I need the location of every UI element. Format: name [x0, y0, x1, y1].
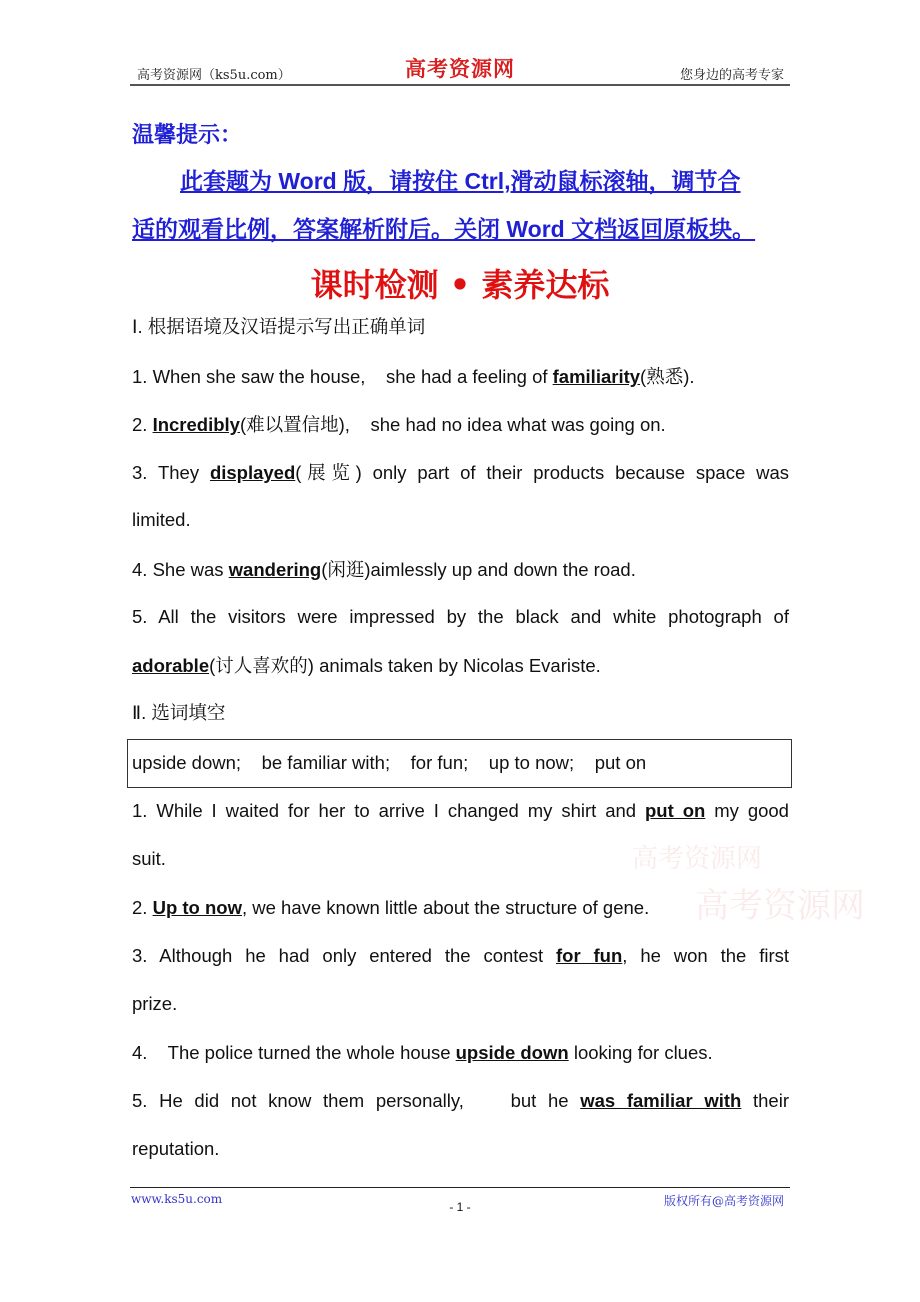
line-text: 1. While I waited for her to arrive I changed my shirt and	[132, 800, 645, 821]
text-line	[132, 799, 789, 823]
line-text: (讨人喜欢的) animals taken by Nicolas Evariste.	[209, 655, 601, 676]
line-text: 3. Although he had only entered the contest	[132, 945, 556, 966]
text-line	[132, 751, 789, 775]
text-line	[132, 315, 789, 339]
answer-word: Up to now	[152, 897, 242, 918]
text-line	[132, 992, 789, 1016]
line-text: Ⅰ. 根据语境及汉语提示写出正确单词	[132, 316, 426, 337]
answer-word: wandering	[228, 559, 322, 580]
line-text: Ⅱ. 选词填空	[132, 702, 226, 723]
text-line	[132, 1137, 789, 1161]
footer-divider	[130, 1187, 790, 1188]
text-line	[132, 1041, 789, 1065]
line-text: my good	[705, 800, 789, 821]
line-text: , we have known little about the structure of gene.	[241, 897, 650, 918]
answer-word: familiarity	[552, 366, 641, 387]
line-text: 5. He did not know them personally, but he	[132, 1090, 581, 1111]
answer-word: adorable	[132, 655, 210, 676]
line-text: 2.	[132, 897, 153, 918]
line-text: 5. All the visitors were impressed by the black and white photograph of	[132, 606, 789, 627]
line-text: reputation.	[132, 1138, 220, 1159]
text-line	[132, 413, 789, 437]
answer-word: put on	[645, 800, 706, 821]
text-line	[132, 701, 789, 725]
tip-line-1: 此套题为 Word 版，请按住 Ctrl,滑动鼠标滚轴，调节合	[180, 168, 741, 194]
answer-word: was familiar with	[580, 1090, 742, 1111]
header-right: 您身边的高考专家	[679, 68, 784, 83]
text-line	[132, 944, 789, 968]
line-text: 3. They	[132, 462, 210, 483]
header-logo: 高考资源网	[405, 56, 515, 81]
line-text: (难以置信地), she had no idea what was going on.	[239, 414, 666, 435]
answer-word: upside down	[455, 1042, 569, 1063]
line-text: 4. The police turned the whole house	[132, 1042, 456, 1063]
text-line	[132, 654, 789, 678]
footer-copyright: 版权所有@高考资源网	[663, 1194, 784, 1208]
line-text: looking for clues.	[568, 1042, 713, 1063]
header-left: 高考资源网（ks5u.com）	[137, 68, 291, 83]
line-text: prize.	[132, 993, 178, 1014]
line-text: , he won the first	[622, 945, 789, 966]
answer-word: Incredibly	[152, 414, 240, 435]
line-text: (展览) only part of their products because space was	[295, 462, 789, 483]
line-text: 2.	[132, 414, 153, 435]
line-text: suit.	[132, 848, 166, 869]
page-title: 课时检测 • 素养达标	[310, 266, 610, 304]
answer-word: for fun	[555, 945, 623, 966]
line-text: (闲逛)aimlessly up and down the road.	[321, 559, 636, 580]
line-text: limited.	[132, 509, 191, 530]
text-line	[132, 508, 789, 532]
line-text: 4. She was	[132, 559, 229, 580]
text-line	[132, 605, 789, 629]
footer-link[interactable]: www.ks5u.com	[131, 1192, 223, 1206]
text-line	[132, 1089, 789, 1113]
text-line	[132, 461, 789, 485]
tip-label: 温馨提示：	[132, 122, 243, 147]
line-text: their	[741, 1090, 789, 1111]
line-text: 1. When she saw the house, she had a feeling of	[132, 366, 553, 387]
watermark: 高考资源网	[632, 844, 763, 874]
header-divider	[130, 84, 790, 86]
text-line	[132, 365, 789, 389]
line-text: (熟悉).	[640, 366, 695, 387]
text-line	[132, 558, 789, 582]
text-line	[132, 896, 789, 920]
page-number: - 1 -	[449, 1200, 471, 1214]
tip-line-2: 适的观看比例，答案解析附后。关闭 Word 文档返回原板块。	[132, 216, 756, 242]
watermark-large: 高考资源网	[695, 886, 865, 926]
line-text: upside down; be familiar with; for fun; up to now; put on	[132, 752, 647, 773]
answer-word: displayed	[209, 462, 296, 483]
